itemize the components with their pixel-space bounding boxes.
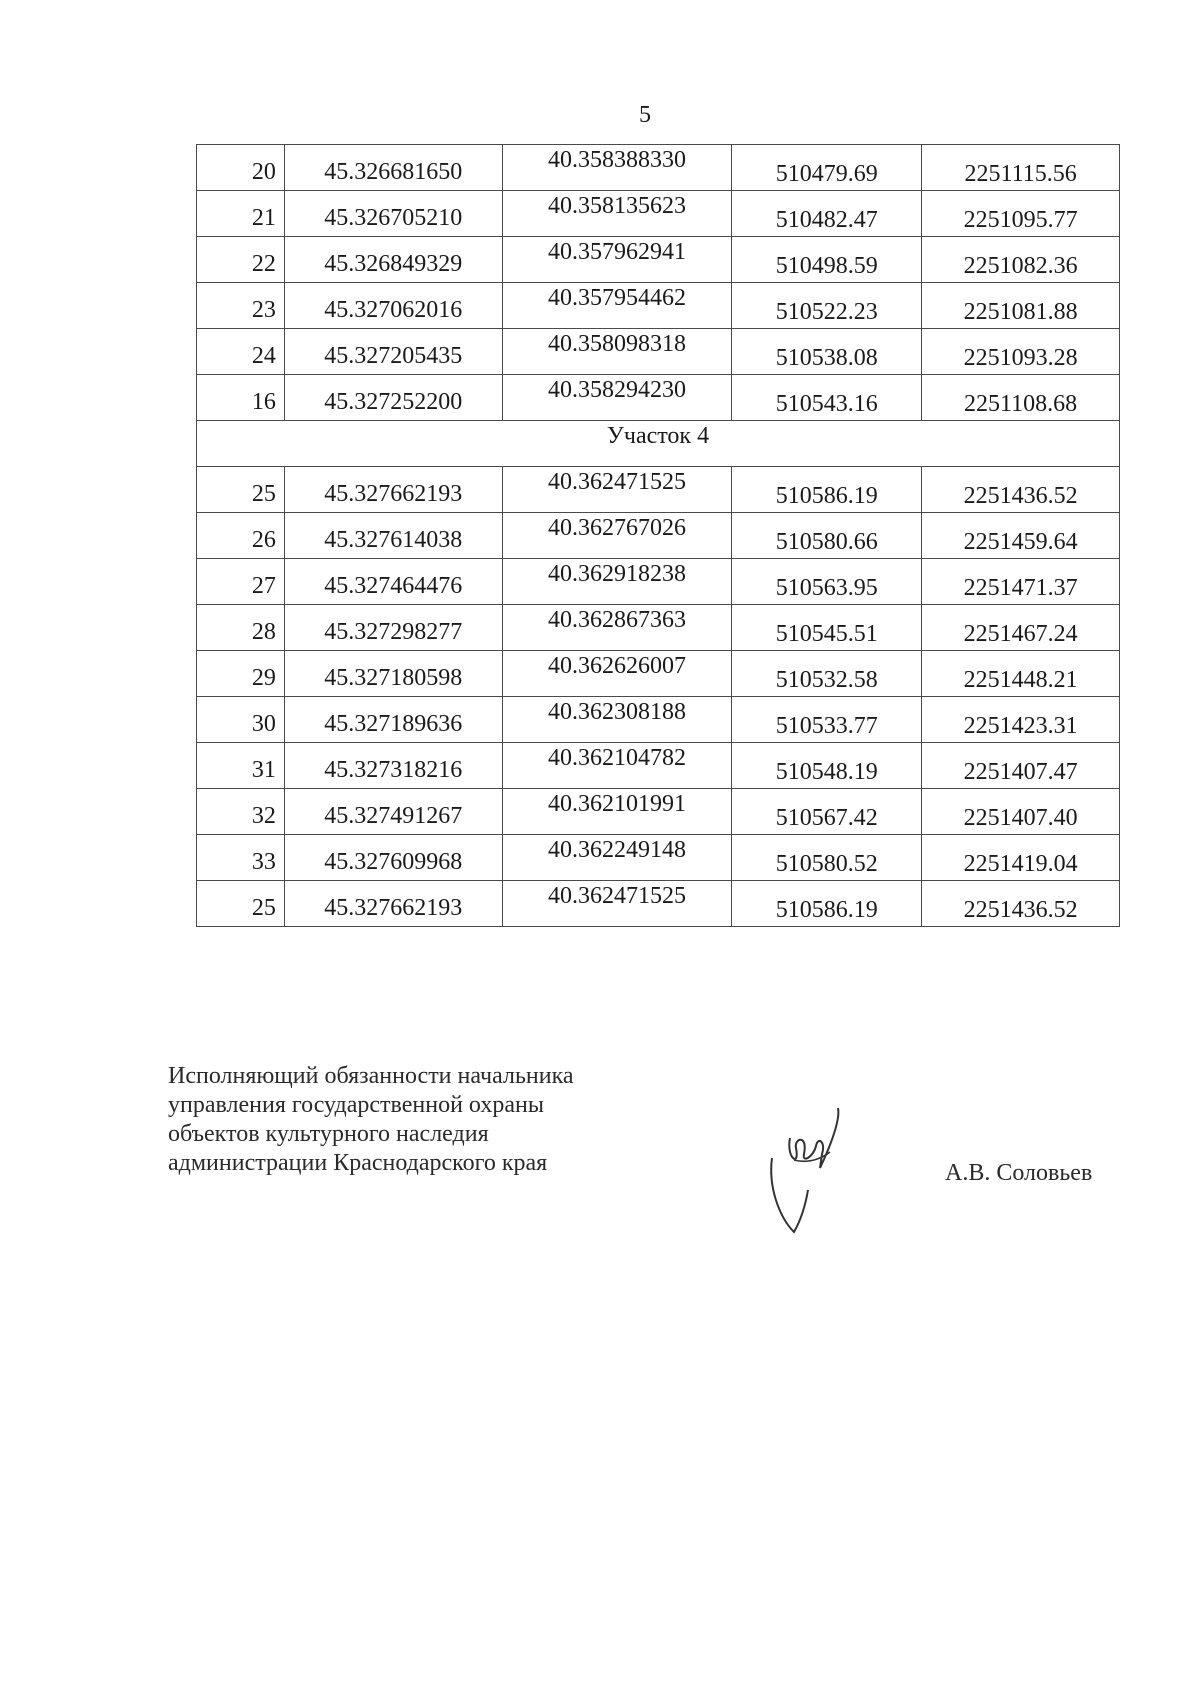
- y-coordinate-cell: 2251407.47: [922, 743, 1120, 789]
- y-coordinate-cell: 2251459.64: [922, 513, 1120, 559]
- table-row: [197, 651, 1120, 697]
- longitude-cell: 40.357954462: [502, 283, 732, 329]
- longitude-cell: 40.362867363: [502, 605, 732, 651]
- section-header-row: [197, 421, 1120, 467]
- position-line-3: объектов культурного наследия: [168, 1121, 489, 1147]
- longitude-cell: 40.362471525: [502, 467, 732, 513]
- latitude-cell: 45.326705210: [284, 191, 502, 237]
- y-coordinate-cell: 2251095.77: [922, 191, 1120, 237]
- position-line-2: управления государственной охраны: [168, 1092, 544, 1118]
- table-row: [197, 283, 1120, 329]
- signer-name: А.В. Соловьев: [945, 1160, 1093, 1186]
- y-coordinate-cell: 2251467.24: [922, 605, 1120, 651]
- longitude-cell: 40.358135623: [502, 191, 732, 237]
- section-label: Участок 4: [197, 421, 1120, 467]
- latitude-cell: 45.327491267: [284, 789, 502, 835]
- y-coordinate-cell: 2251108.68: [922, 375, 1120, 421]
- table-row: [197, 835, 1120, 881]
- coordinates-table-body: [197, 145, 1120, 927]
- latitude-cell: 45.327180598: [284, 651, 502, 697]
- point-number-cell: 27: [197, 559, 285, 605]
- handwritten-signature: [760, 1098, 860, 1238]
- point-number-cell: 25: [197, 467, 285, 513]
- table-row: [197, 467, 1120, 513]
- point-number-cell: 24: [197, 329, 285, 375]
- point-number-cell: 26: [197, 513, 285, 559]
- latitude-cell: 45.327609968: [284, 835, 502, 881]
- x-coordinate-cell: 510543.16: [732, 375, 922, 421]
- latitude-cell: 45.326681650: [284, 145, 502, 191]
- y-coordinate-cell: 2251423.31: [922, 697, 1120, 743]
- x-coordinate-cell: 510538.08: [732, 329, 922, 375]
- x-coordinate-cell: 510580.52: [732, 835, 922, 881]
- y-coordinate-cell: 2251448.21: [922, 651, 1120, 697]
- x-coordinate-cell: 510580.66: [732, 513, 922, 559]
- longitude-cell: 40.362101991: [502, 789, 732, 835]
- x-coordinate-cell: 510522.23: [732, 283, 922, 329]
- longitude-cell: 40.358098318: [502, 329, 732, 375]
- page-number: 5: [639, 102, 651, 128]
- x-coordinate-cell: 510567.42: [732, 789, 922, 835]
- y-coordinate-cell: 2251081.88: [922, 283, 1120, 329]
- x-coordinate-cell: 510482.47: [732, 191, 922, 237]
- point-number-cell: 21: [197, 191, 285, 237]
- longitude-cell: 40.362767026: [502, 513, 732, 559]
- point-number-cell: 16: [197, 375, 285, 421]
- longitude-cell: 40.362249148: [502, 835, 732, 881]
- table-row: [197, 697, 1120, 743]
- table-row: [197, 605, 1120, 651]
- latitude-cell: 45.327062016: [284, 283, 502, 329]
- table-row: [197, 789, 1120, 835]
- longitude-cell: 40.362918238: [502, 559, 732, 605]
- x-coordinate-cell: 510548.19: [732, 743, 922, 789]
- point-number-cell: 33: [197, 835, 285, 881]
- y-coordinate-cell: 2251436.52: [922, 881, 1120, 927]
- table-row: [197, 559, 1120, 605]
- y-coordinate-cell: 2251082.36: [922, 237, 1120, 283]
- x-coordinate-cell: 510586.19: [732, 881, 922, 927]
- longitude-cell: 40.362104782: [502, 743, 732, 789]
- x-coordinate-cell: 510563.95: [732, 559, 922, 605]
- latitude-cell: 45.327189636: [284, 697, 502, 743]
- x-coordinate-cell: 510498.59: [732, 237, 922, 283]
- point-number-cell: 31: [197, 743, 285, 789]
- point-number-cell: 20: [197, 145, 285, 191]
- table-row: [197, 191, 1120, 237]
- x-coordinate-cell: 510479.69: [732, 145, 922, 191]
- latitude-cell: 45.327662193: [284, 467, 502, 513]
- table-row: [197, 375, 1120, 421]
- latitude-cell: 45.327298277: [284, 605, 502, 651]
- latitude-cell: 45.327464476: [284, 559, 502, 605]
- y-coordinate-cell: 2251115.56: [922, 145, 1120, 191]
- table-row: [197, 881, 1120, 927]
- table-row: [197, 237, 1120, 283]
- coordinates-table: [196, 144, 1120, 927]
- x-coordinate-cell: 510545.51: [732, 605, 922, 651]
- latitude-cell: 45.327205435: [284, 329, 502, 375]
- table-row: [197, 145, 1120, 191]
- table-row: [197, 513, 1120, 559]
- latitude-cell: 45.327614038: [284, 513, 502, 559]
- longitude-cell: 40.358388330: [502, 145, 732, 191]
- latitude-cell: 45.327662193: [284, 881, 502, 927]
- position-line-1: Исполняющий обязанности начальника: [168, 1063, 574, 1089]
- point-number-cell: 32: [197, 789, 285, 835]
- y-coordinate-cell: 2251436.52: [922, 467, 1120, 513]
- point-number-cell: 23: [197, 283, 285, 329]
- signatory-position: [168, 1062, 574, 1178]
- x-coordinate-cell: 510532.58: [732, 651, 922, 697]
- point-number-cell: 29: [197, 651, 285, 697]
- point-number-cell: 25: [197, 881, 285, 927]
- point-number-cell: 28: [197, 605, 285, 651]
- x-coordinate-cell: 510586.19: [732, 467, 922, 513]
- latitude-cell: 45.326849329: [284, 237, 502, 283]
- longitude-cell: 40.357962941: [502, 237, 732, 283]
- table-row: [197, 329, 1120, 375]
- y-coordinate-cell: 2251471.37: [922, 559, 1120, 605]
- x-coordinate-cell: 510533.77: [732, 697, 922, 743]
- y-coordinate-cell: 2251407.40: [922, 789, 1120, 835]
- longitude-cell: 40.358294230: [502, 375, 732, 421]
- position-line-4: администрации Краснодарского края: [168, 1150, 548, 1176]
- point-number-cell: 22: [197, 237, 285, 283]
- longitude-cell: 40.362471525: [502, 881, 732, 927]
- longitude-cell: 40.362308188: [502, 697, 732, 743]
- y-coordinate-cell: 2251419.04: [922, 835, 1120, 881]
- y-coordinate-cell: 2251093.28: [922, 329, 1120, 375]
- table-row: [197, 743, 1120, 789]
- longitude-cell: 40.362626007: [502, 651, 732, 697]
- latitude-cell: 45.327318216: [284, 743, 502, 789]
- point-number-cell: 30: [197, 697, 285, 743]
- latitude-cell: 45.327252200: [284, 375, 502, 421]
